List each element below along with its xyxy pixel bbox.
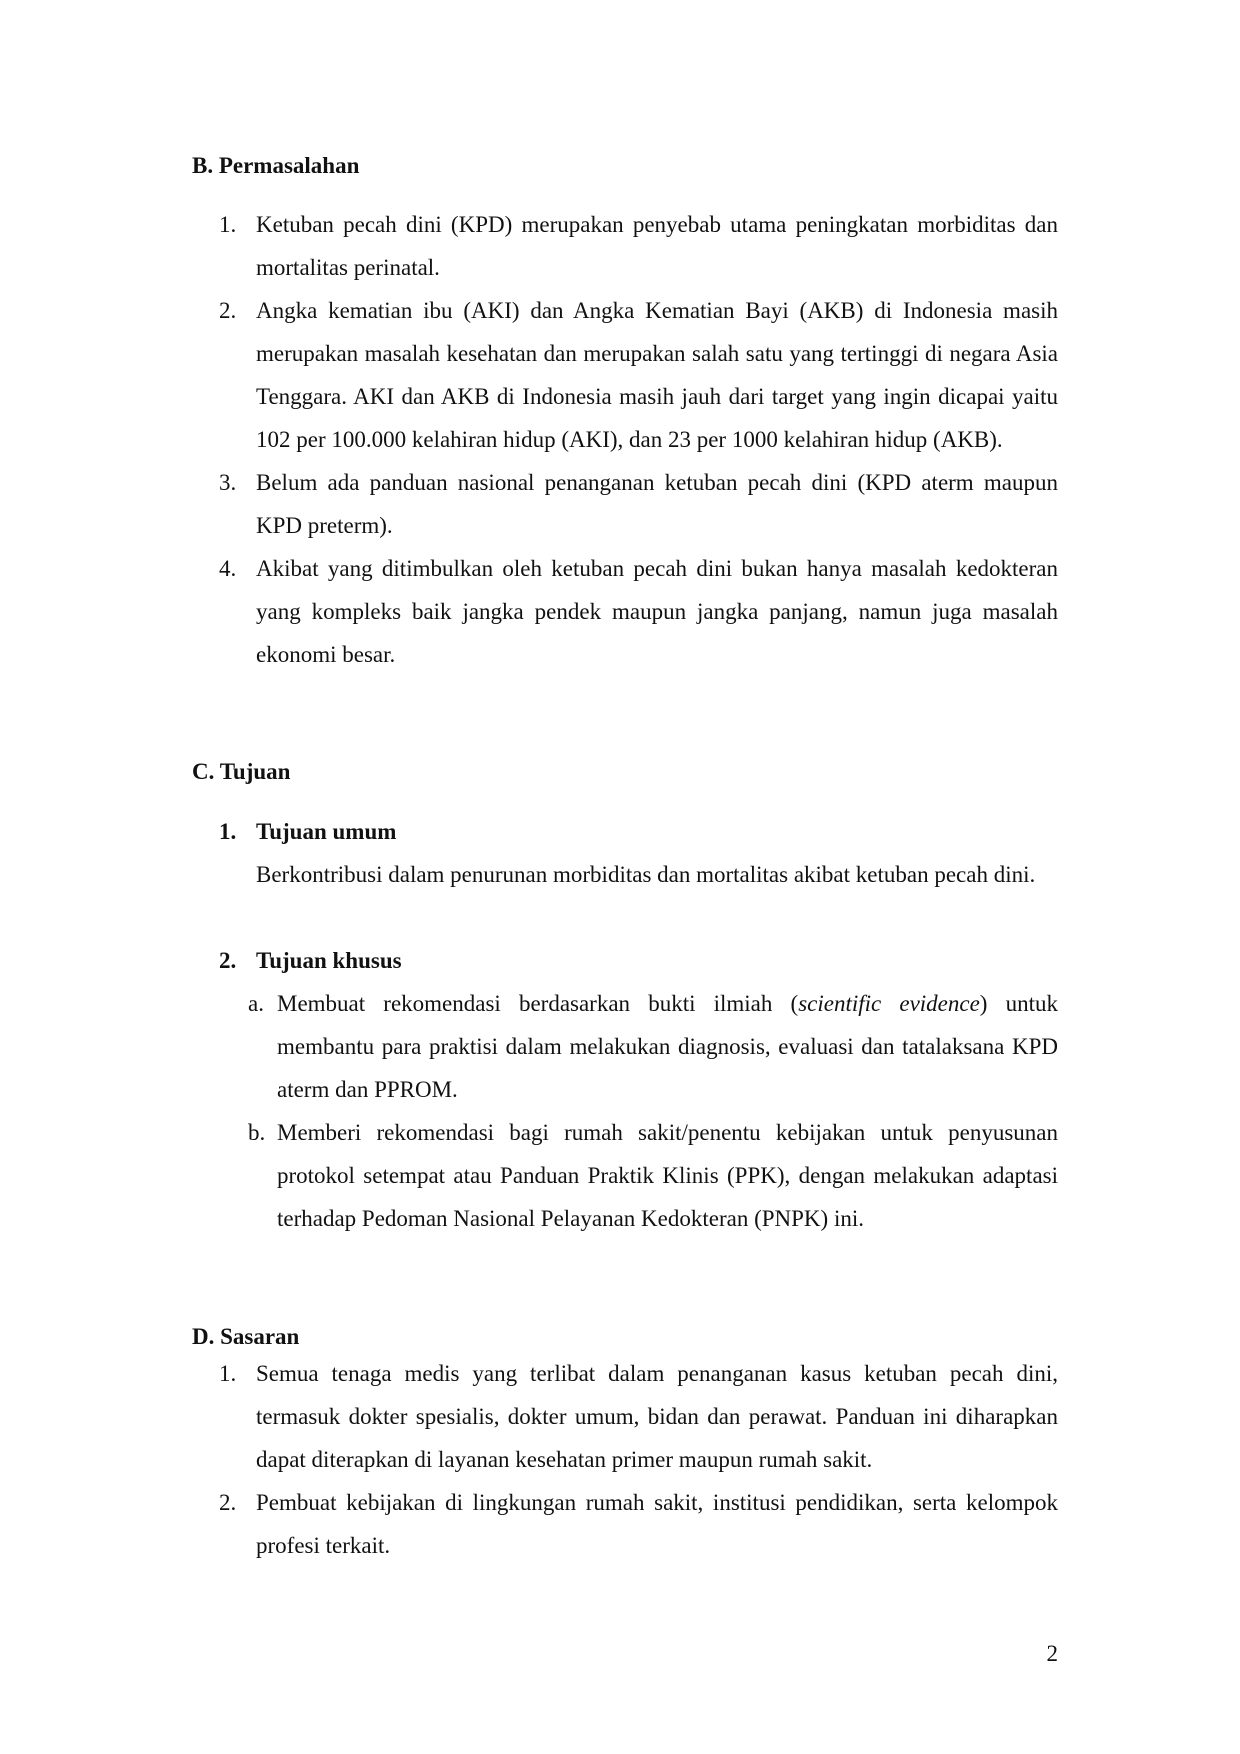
list-item-text: Angka kematian ibu (AKI) dan Angka Kematian Bayi (AKB) di Indonesia masih merupakan masalah kesehatan dan merupakan salah satu yang tertinggi di negara Asia Tenggara. AKI dan AKB di Indonesia masih jauh dari target yang ingin dicapai yaitu 102 per 100.000 kelahiran hidup (AKI), dan 23 per 1000 kelahiran hidup (AKB). (256, 298, 1058, 452)
list-item (219, 289, 1058, 461)
text-segment: ) untuk membantu para praktisi dalam melakukan diagnosis, evaluasi dan tatalaksana KPD aterm dan PPROM. (277, 991, 1058, 1102)
list-item (248, 1111, 1058, 1240)
list-item-letter: b. (248, 1120, 266, 1145)
list-item-number: 1. (219, 1361, 237, 1386)
permasalahan-list (0, 203, 1240, 676)
goal-specific-number: 2. (219, 948, 237, 973)
list-item-number: 3. (219, 470, 237, 495)
section-heading-tujuan: C. Tujuan (192, 759, 291, 784)
list-item (219, 1481, 1058, 1567)
list-item (219, 547, 1058, 676)
text-segment: Membuat rekomendasi berdasarkan bukti ilmiah ( (277, 991, 799, 1016)
list-item (219, 1352, 1058, 1481)
list-item-number: 1. (219, 212, 237, 237)
list-item-text: Semua tenaga medis yang terlibat dalam penanganan kasus ketuban pecah dini, termasuk dokter spesialis, dokter umum, bidan dan perawat. Panduan ini diharapkan dapat diterapkan di layanan kesehatan primer maupun rumah sakit. (256, 1361, 1058, 1472)
goal-general-text: Berkontribusi dalam penurunan morbiditas dan mortalitas akibat ketuban pecah dini. (256, 862, 1036, 887)
goal-general-number: 1. (219, 819, 237, 844)
list-item-number: 2. (219, 1490, 237, 1515)
italic-term: scientific evidence (798, 991, 980, 1016)
list-item-text (277, 982, 1058, 1111)
list-item-text: Memberi rekomendasi bagi rumah sakit/penentu kebijakan untuk penyusunan protokol setempat atau Panduan Praktik Klinis (PPK), dengan melakukan adaptasi terhadap Pedoman Nasional Pelayanan Kedokteran (PNPK) ini. (277, 1120, 1058, 1231)
list-item-text: Akibat yang ditimbulkan oleh ketuban pecah dini bukan hanya masalah kedokteran yang kompleks baik jangka pendek maupun jangka panjang, namun juga masalah ekonomi besar. (256, 556, 1058, 667)
page-number: 2 (1046, 1641, 1058, 1666)
list-item (219, 461, 1058, 547)
section-heading-permasalahan: B. Permasalahan (192, 153, 360, 178)
list-item-number: 2. (219, 298, 237, 323)
list-item (219, 203, 1058, 289)
sasaran-list (0, 1352, 1240, 1567)
specific-goals-list (0, 982, 1240, 1240)
list-item-number: 4. (219, 556, 237, 581)
list-item-text: Ketuban pecah dini (KPD) merupakan penyebab utama peningkatan morbiditas dan mortalitas perinatal. (256, 212, 1058, 280)
goal-specific-title: Tujuan khusus (256, 948, 402, 973)
list-item-text: Belum ada panduan nasional penanganan ketuban pecah dini (KPD aterm maupun KPD preterm). (256, 470, 1058, 538)
list-item-letter: a. (248, 991, 264, 1016)
list-item (248, 982, 1058, 1111)
goal-general-title: Tujuan umum (256, 819, 397, 844)
list-item-text: Pembuat kebijakan di lingkungan rumah sakit, institusi pendidikan, serta kelompok profesi terkait. (256, 1490, 1058, 1558)
section-heading-sasaran: D. Sasaran (192, 1324, 300, 1349)
